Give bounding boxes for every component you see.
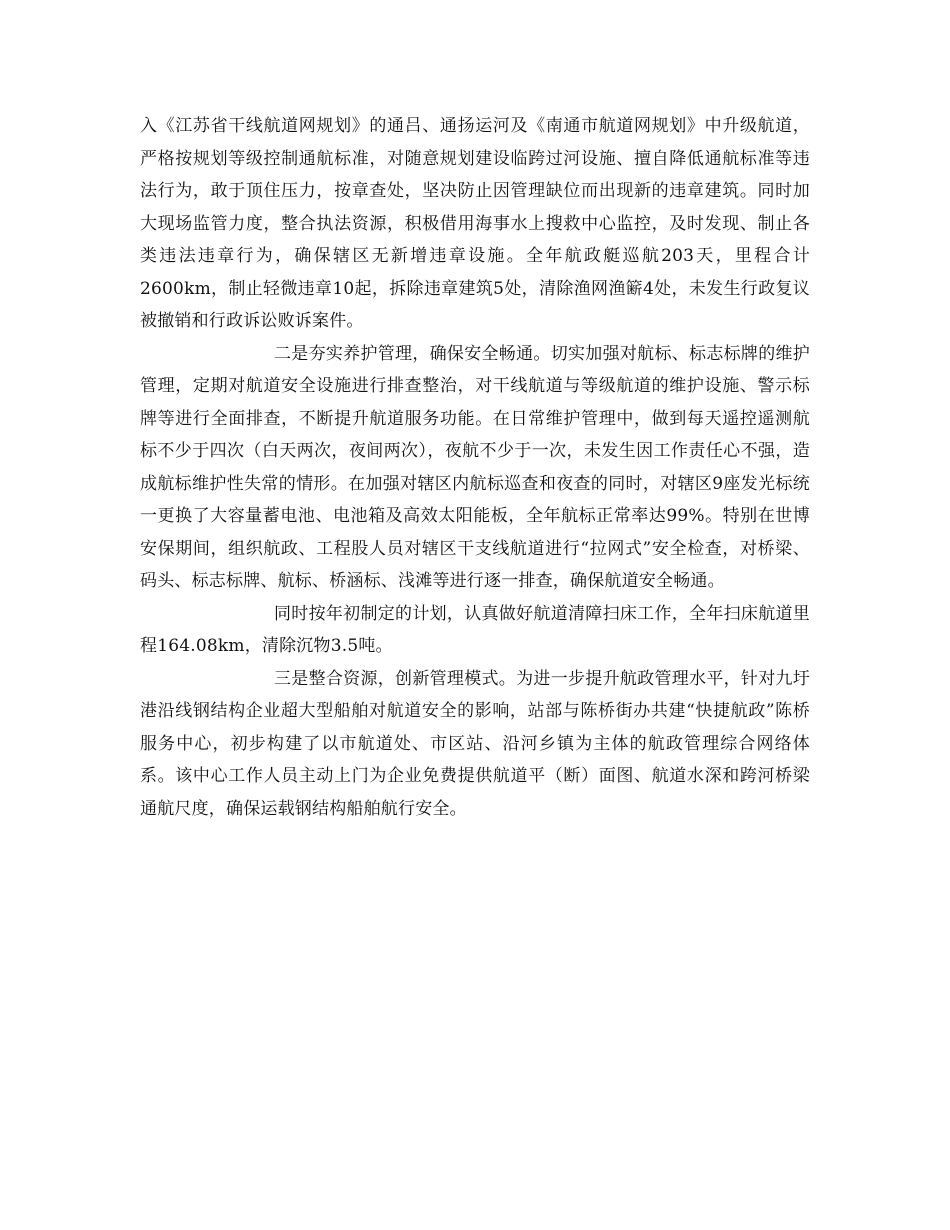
paragraph-maintenance: 二是夯实养护管理，确保安全畅通。切实加强对航标、标志标牌的维护管理，定期对航道安全设施进行排查整治，对干线航道与等级航道的维护设施、警示标牌等进行全面排查，不断提升航道服务功能。在日常维护管理中，做到每天遥控遥测航标不少于四次（白天两次，夜间两次），夜航不少于一次，未发生因工作责任心不强，造成航标维护性失常的情形。在加强对辖区内航标巡查和夜查的同时，对辖区9座发光标统一更换了大容量蓄电池、电池箱及高效太阳能板，全年航标正常率达99%。特别在世博安保期间，组织航政、工程股人员对辖区干支线航道进行“拉网式”安全检查，对桥梁、码头、标志标牌、航标、桥涵标、浅滩等进行逐一排查，确保航道安全畅通。 <box>140 343 810 591</box>
paragraph-clearance: 同时按年初制定的计划，认真做好航道清障扫床工作，全年扫床航道里程164.08km，清除沉物3.5吨。 <box>140 603 810 656</box>
paragraph-resources: 三是整合资源，创新管理模式。为进一步提升航政管理水平，针对九圩港沿线钢结构企业超大型船舶对航道安全的影响，站部与陈桥街办共建“快捷航政”陈桥服务中心，初步构建了以市航道处、市区站、沿河乡镇为主体的航政管理综合网络体系。该中心工作人员主动上门为企业免费提供航道平（断）面图、航道水深和跨河桥梁通航尺度，确保运载钢结构船舶航行安全。 <box>140 668 810 819</box>
paragraph-continuation: 入《江苏省干线航道网规划》的通吕、通扬运河及《南通市航道网规划》中升级航道，严格按规划等级控制通航标准，对随意规划建设临跨过河设施、擅自降低通航标准等违法行为，敢于顶住压力，按章查处，坚决防止因管理缺位而出现新的违章建筑。同时加大现场监管力度，整合执法资源，积极借用海事水上搜救中心监控，及时发现、制止各类违法违章行为，确保辖区无新增违章设施。全年航政艇巡航203天，里程合计2600km，制止轻微违章10起，拆除违章建筑5处，清除渔网渔簖4处，未发生行政复议被撤销和行政诉讼败诉案件。 <box>140 116 810 331</box>
document-body <box>140 110 810 825</box>
